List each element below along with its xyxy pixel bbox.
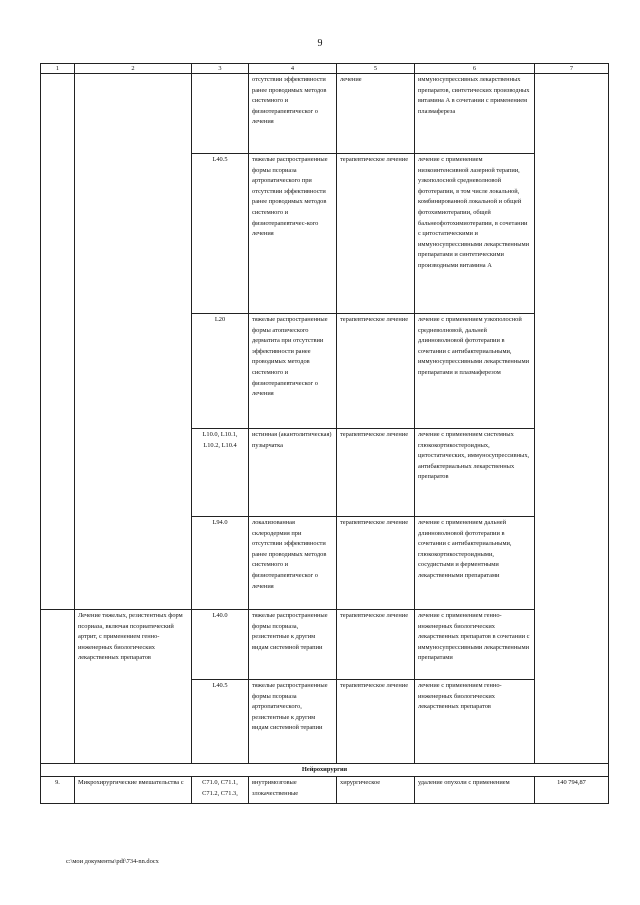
- treatment-kind-cell: терапевтическое лечение: [337, 314, 415, 429]
- column-header: 2: [75, 64, 192, 74]
- column-header: 3: [192, 64, 249, 74]
- treatment-kind-cell: лечение: [337, 74, 415, 154]
- diagnosis-cell: внутримозговые злокачественные: [249, 777, 337, 804]
- diagnosis-cell: истинная (акантолитическая) пузырчатка: [249, 429, 337, 517]
- column-number-row: [41, 64, 609, 74]
- price-cell: 140 794,87: [535, 777, 609, 804]
- icd-code-cell: L94.0: [192, 517, 249, 610]
- method-cell: лечение с применением дальней длинноволновой фототерапии в сочетании с антибактериальными, глюкокортикостероидными, сосудистыми и ферментными лекарственными препаратами: [415, 517, 535, 610]
- table-row: [41, 610, 609, 680]
- icd-code-cell: L40.0: [192, 610, 249, 680]
- method-cell: лечение с применением генно-инженерных биологических лекарственных препаратов в сочетании с иммуносупрессивными лекарственными препаратами: [415, 610, 535, 680]
- column-header: 6: [415, 64, 535, 74]
- diagnosis-cell: тяжелые распространенные формы псориаза, резистентные к другим видам системной терапии: [249, 610, 337, 680]
- treatment-table: [40, 63, 609, 804]
- column-header: 5: [337, 64, 415, 74]
- care-type-cell: Лечение тяжелых, резистентных форм псориаза, включая псориатический артрит, с применением генно-инженерных биологических лекарственных препаратов: [75, 610, 192, 764]
- number-cell: [41, 74, 75, 610]
- treatment-kind-cell: терапевтическое лечение: [337, 610, 415, 680]
- diagnosis-cell: локализованная склеродермия при отсутствии эффективности ранее проводимых методов системного и физиотерапевтическог о лечения: [249, 517, 337, 610]
- section-title: Нейрохирургия: [41, 764, 609, 777]
- treatment-kind-cell: терапевтическое лечение: [337, 429, 415, 517]
- section-row: [41, 764, 609, 777]
- icd-code-cell: C71.0, C71.1, C71.2, C71.3,: [192, 777, 249, 804]
- method-cell: лечение с применением низкоинтенсивной лазерной терапии, узкополосной средневолновой фототерапии, в том числе локальной, комбинированной локальной и общей фотохимиотерапии, общей бальнеофотохимиотерапии, в сочетании с цитостатическими и иммуносупрессивными лекарственными препаратами и синтетическими производными витамина А: [415, 154, 535, 314]
- price-cell: [535, 74, 609, 764]
- method-cell: лечение с применением системных глюкокортикостероидных, цитостатических, иммуносупрессивных, антибактериальных лекарственных препаратов: [415, 429, 535, 517]
- number-cell: 9.: [41, 777, 75, 804]
- page-number: 9: [317, 38, 323, 49]
- method-cell: удаление опухоли с применением: [415, 777, 535, 804]
- icd-code-cell: L40.5: [192, 154, 249, 314]
- care-type-cell: [75, 74, 192, 610]
- icd-code-cell: L10.0, L10.1, L10.2, L10.4: [192, 429, 249, 517]
- diagnosis-cell: тяжелые распространенные формы псориаза артропатического при отсутствии эффективности ранее проводимых методов системного и физиотерапевтичес-кого лечения: [249, 154, 337, 314]
- icd-code-cell: L40.5: [192, 680, 249, 764]
- column-header: 1: [41, 64, 75, 74]
- icd-code-cell: [192, 74, 249, 154]
- diagnosis-cell: тяжелые распространенные формы псориаза артропатического, резистентные к другим видам системной терапии: [249, 680, 337, 764]
- method-cell: лечение с применением генно-инженерных биологических лекарственных препаратов: [415, 680, 535, 764]
- treatment-kind-cell: хирургическое: [337, 777, 415, 804]
- table-row: [41, 777, 609, 804]
- treatment-kind-cell: терапевтическое лечение: [337, 517, 415, 610]
- method-cell: лечение с применением узкополосной средневолновой, дальней длинноволновой фототерапии в сочетании с антибактериальными, иммуносупрессивными лекарственными препаратами и плазмаферезом: [415, 314, 535, 429]
- diagnosis-cell: тяжелые распространенные формы атопического дерматита при отсутствии эффективности ранее проводимых методов системного и физиотерапевтическог о лечения: [249, 314, 337, 429]
- column-header: 4: [249, 64, 337, 74]
- diagnosis-cell: отсутствии эффективности ранее проводимых методов системного и физиотерапевтическог о лечения: [249, 74, 337, 154]
- icd-code-cell: L20: [192, 314, 249, 429]
- number-cell: [41, 610, 75, 764]
- method-cell: иммуносупрессивных лекарственных препаратов, синтетических производных витамина А в сочетании с применением плазмафереза: [415, 74, 535, 154]
- treatment-kind-cell: терапевтическое лечение: [337, 154, 415, 314]
- treatment-kind-cell: терапевтическое лечение: [337, 680, 415, 764]
- table-row: [41, 74, 609, 154]
- care-type-cell: Микрохирургические вмешательства с: [75, 777, 192, 804]
- column-header: 7: [535, 64, 609, 74]
- footer-file-path: c:\мои документы\pdf\734-nn.docx: [66, 858, 159, 865]
